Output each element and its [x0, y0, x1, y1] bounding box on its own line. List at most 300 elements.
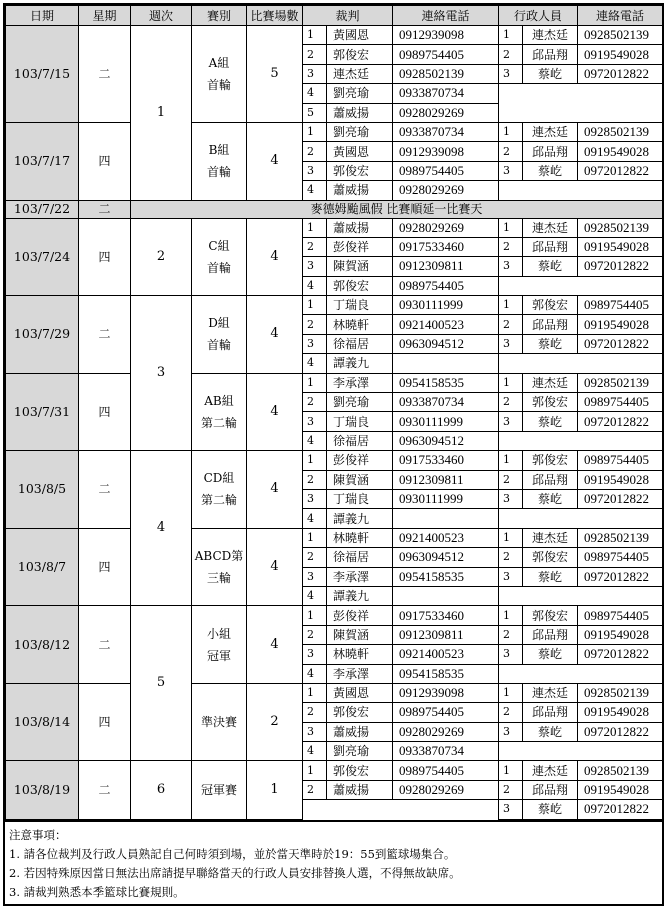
referee-phone: 0921400523 — [393, 315, 499, 334]
admin-phone: 0972012822 — [578, 257, 663, 276]
weekday-cell: 二 — [79, 451, 131, 529]
schedule-row — [6, 528, 663, 547]
admin-name: 邱品翔 — [523, 237, 578, 256]
admin-phone: 0919549028 — [578, 470, 663, 489]
week-number-cell: 3 — [131, 296, 192, 451]
referee-number: 4 — [303, 742, 327, 761]
referee-number: 4 — [303, 276, 327, 295]
referee-phone: 0989754405 — [393, 703, 499, 722]
weekday-cell: 四 — [79, 683, 131, 761]
referee-name: 連杰廷 — [327, 64, 393, 83]
referee-name: 劉亮瑜 — [327, 742, 393, 761]
referee-phone: 0989754405 — [393, 276, 499, 295]
referee-name: 林曉軒 — [327, 315, 393, 334]
group-cell — [192, 218, 247, 296]
admin-number: 2 — [499, 703, 523, 722]
week-number-cell: 6 — [131, 761, 192, 819]
admin-phone: 0989754405 — [578, 548, 663, 567]
date-cell: 103/7/17 — [6, 122, 79, 200]
admin-phone: 0972012822 — [578, 722, 663, 741]
referee-number: 2 — [303, 470, 327, 489]
referee-phone — [393, 509, 499, 528]
group-label-line: 三輪 — [206, 571, 231, 586]
admin-number: 3 — [499, 645, 523, 664]
admin-name: 郭俊宏 — [523, 296, 578, 315]
match-count-cell: 2 — [247, 683, 303, 761]
admin-number: 1 — [499, 761, 523, 780]
match-count-cell: 4 — [247, 373, 303, 451]
admin-number: 2 — [499, 315, 523, 334]
referee-phone: 0954158535 — [393, 373, 499, 392]
schedule-body — [6, 26, 663, 820]
header-row — [6, 6, 663, 26]
referee-name: 蕭威揚 — [327, 722, 393, 741]
referee-number: 2 — [303, 703, 327, 722]
referee-phone: 0917533460 — [393, 606, 499, 625]
referee-number: 2 — [303, 142, 327, 161]
referee-number: 1 — [303, 761, 327, 780]
referee-phone: 0912939098 — [393, 683, 499, 702]
admin-phone: 0928502139 — [578, 26, 663, 45]
empty-admin-cell — [499, 431, 663, 450]
referee-number: 3 — [303, 645, 327, 664]
match-count-cell: 4 — [247, 528, 303, 606]
header-group: 賽別 — [192, 6, 247, 26]
schedule-row — [6, 218, 663, 237]
header-week: 週次 — [131, 6, 192, 26]
referee-name: 黃國恩 — [327, 142, 393, 161]
holiday-notice: 麥德姆颱風假 比賽順延一比賽天 — [131, 200, 663, 218]
referee-phone: 0912309811 — [393, 625, 499, 644]
referee-phone: 0928029269 — [393, 722, 499, 741]
group-label-line: 首輪 — [206, 260, 231, 275]
notes-item: 3. 請裁判熟悉本季籃球比賽規則。 — [9, 884, 185, 899]
admin-name: 蔡屹 — [523, 412, 578, 431]
referee-name: 李承澤 — [327, 664, 393, 683]
referee-number: 3 — [303, 64, 327, 83]
referee-phone: 0917533460 — [393, 451, 499, 470]
referee-number: 1 — [303, 218, 327, 237]
referee-phone: 0928029269 — [393, 181, 499, 200]
empty-admin-cell — [499, 354, 663, 373]
admin-name: 蔡屹 — [523, 257, 578, 276]
admin-name: 邱品翔 — [523, 780, 578, 799]
admin-phone: 0972012822 — [578, 489, 663, 508]
referee-number: 4 — [303, 84, 327, 103]
referee-name: 蕭威揚 — [327, 218, 393, 237]
group-cell — [192, 451, 247, 529]
referee-name: 郭俊宏 — [327, 761, 393, 780]
match-count-cell: 4 — [247, 218, 303, 296]
admin-phone: 0928502139 — [578, 122, 663, 141]
referee-number: 3 — [303, 412, 327, 431]
admin-number: 1 — [499, 296, 523, 315]
admin-phone: 0919549028 — [578, 45, 663, 64]
group-cell — [192, 296, 247, 374]
admin-name: 郭俊宏 — [523, 393, 578, 412]
admin-name: 連杰廷 — [523, 373, 578, 392]
admin-name: 郭俊宏 — [523, 548, 578, 567]
admin-name: 蔡屹 — [523, 161, 578, 180]
group-label-line: C組 — [208, 238, 230, 253]
referee-name: 彭俊祥 — [327, 451, 393, 470]
holiday-row — [6, 200, 663, 218]
referee-name: 譚義九 — [327, 509, 393, 528]
date-cell: 103/8/5 — [6, 451, 79, 529]
referee-phone: 0928029269 — [393, 103, 499, 122]
referee-phone: 0912939098 — [393, 142, 499, 161]
referee-number: 3 — [303, 161, 327, 180]
admin-phone: 0972012822 — [578, 645, 663, 664]
group-cell — [192, 606, 247, 684]
match-count-cell: 4 — [247, 606, 303, 684]
header-weekday: 星期 — [79, 6, 131, 26]
admin-number: 2 — [499, 780, 523, 799]
referee-name: 陳賀涵 — [327, 625, 393, 644]
referee-name: 郭俊宏 — [327, 276, 393, 295]
group-label-line: D組 — [208, 316, 230, 331]
admin-phone: 0972012822 — [578, 64, 663, 83]
group-label-line: 首輪 — [206, 165, 231, 180]
group-label-line: 第二輪 — [200, 415, 237, 430]
group-label-line: 第二輪 — [200, 493, 237, 508]
group-label-line: CD組 — [203, 471, 235, 486]
week-number-cell: 4 — [131, 451, 192, 606]
weekday-cell: 四 — [79, 218, 131, 296]
referee-number: 2 — [303, 780, 327, 799]
referee-name: 丁瑞良 — [327, 412, 393, 431]
admin-number: 1 — [499, 218, 523, 237]
date-cell: 103/8/14 — [6, 683, 79, 761]
referee-phone: 0933870734 — [393, 122, 499, 141]
weekday-cell: 四 — [79, 122, 131, 200]
admin-name: 邱品翔 — [523, 315, 578, 334]
schedule-row — [6, 683, 663, 702]
admin-phone: 0972012822 — [578, 161, 663, 180]
referee-name: 郭俊宏 — [327, 703, 393, 722]
referee-name: 蕭威揚 — [327, 103, 393, 122]
week-number-cell: 5 — [131, 606, 192, 761]
referee-phone: 0930111999 — [393, 489, 499, 508]
referee-phone — [393, 586, 499, 605]
referee-number: 5 — [303, 103, 327, 122]
header-admin: 行政人員 — [499, 6, 578, 26]
weekday-cell: 二 — [79, 26, 131, 123]
admin-phone: 0928502139 — [578, 373, 663, 392]
admin-number: 3 — [499, 64, 523, 83]
referee-number: 2 — [303, 315, 327, 334]
date-cell: 103/8/12 — [6, 606, 79, 684]
admin-phone: 0928502139 — [578, 683, 663, 702]
referee-name: 譚義九 — [327, 354, 393, 373]
empty-admin-cell — [499, 509, 663, 528]
admin-phone: 0972012822 — [578, 412, 663, 431]
week-number-cell: 1 — [131, 26, 192, 201]
referee-phone: 0954158535 — [393, 664, 499, 683]
notes-section — [5, 820, 662, 904]
schedule-document — [3, 3, 664, 906]
group-label-line: 首輪 — [206, 77, 231, 92]
empty-admin-cell — [499, 84, 663, 123]
referee-phone: 0912309811 — [393, 470, 499, 489]
referee-number: 1 — [303, 26, 327, 45]
group-label-line: A組 — [208, 55, 230, 70]
weekday-cell: 四 — [79, 373, 131, 451]
admin-number: 3 — [499, 334, 523, 353]
referee-phone: 0954158535 — [393, 567, 499, 586]
admin-number: 2 — [499, 45, 523, 64]
admin-phone: 0989754405 — [578, 451, 663, 470]
group-label-line: 首輪 — [206, 338, 231, 353]
admin-number: 3 — [499, 567, 523, 586]
referee-schedule-table — [5, 5, 663, 820]
group-label-line: ABCD第 — [194, 549, 244, 564]
referee-number: 3 — [303, 334, 327, 353]
admin-number: 1 — [499, 451, 523, 470]
group-label-line: AB組 — [204, 393, 234, 408]
match-count-cell: 5 — [247, 26, 303, 123]
referee-phone: 0963094512 — [393, 334, 499, 353]
admin-number: 3 — [499, 412, 523, 431]
group-label-line: 冠軍 — [206, 648, 231, 663]
admin-number: 2 — [499, 237, 523, 256]
referee-phone: 0933870734 — [393, 742, 499, 761]
admin-phone: 0919549028 — [578, 625, 663, 644]
referee-name: 黃國恩 — [327, 683, 393, 702]
empty-admin-cell — [499, 586, 663, 605]
referee-number: 4 — [303, 509, 327, 528]
admin-name: 連杰廷 — [523, 683, 578, 702]
admin-name: 邱品翔 — [523, 470, 578, 489]
group-cell — [192, 373, 247, 451]
referee-name: 彭俊祥 — [327, 606, 393, 625]
referee-name: 陳賀涵 — [327, 257, 393, 276]
admin-name: 連杰廷 — [523, 528, 578, 547]
schedule-row — [6, 26, 663, 45]
admin-name: 蔡屹 — [523, 64, 578, 83]
referee-number: 1 — [303, 373, 327, 392]
referee-number: 2 — [303, 393, 327, 412]
referee-phone: 0963094512 — [393, 548, 499, 567]
referee-number: 4 — [303, 586, 327, 605]
admin-number: 3 — [499, 489, 523, 508]
referee-phone: 0963094512 — [393, 431, 499, 450]
referee-phone: 0930111999 — [393, 412, 499, 431]
header-referee-phone: 連絡電話 — [393, 6, 499, 26]
admin-number: 2 — [499, 548, 523, 567]
referee-name: 林曉軒 — [327, 645, 393, 664]
match-count-cell: 1 — [247, 761, 303, 819]
referee-name: 李承澤 — [327, 373, 393, 392]
admin-name: 連杰廷 — [523, 761, 578, 780]
group-label-line: 準決賽 — [200, 715, 237, 730]
date-cell: 103/7/22 — [6, 200, 79, 218]
referee-phone: 0933870734 — [393, 393, 499, 412]
group-label-line: B組 — [208, 143, 230, 158]
admin-number: 2 — [499, 142, 523, 161]
date-cell: 103/7/31 — [6, 373, 79, 451]
admin-name: 郭俊宏 — [523, 451, 578, 470]
admin-name: 蔡屹 — [523, 722, 578, 741]
admin-number: 1 — [499, 528, 523, 547]
referee-name: 劉亮瑜 — [327, 122, 393, 141]
admin-phone: 0989754405 — [578, 606, 663, 625]
match-count-cell: 4 — [247, 451, 303, 529]
weekday-cell: 二 — [79, 761, 131, 819]
referee-number: 1 — [303, 606, 327, 625]
header-count: 比賽場數 — [247, 6, 303, 26]
referee-name: 丁瑞良 — [327, 296, 393, 315]
admin-name: 連杰廷 — [523, 26, 578, 45]
admin-name: 邱品翔 — [523, 625, 578, 644]
date-cell: 103/7/24 — [6, 218, 79, 296]
admin-name: 蔡屹 — [523, 645, 578, 664]
admin-name: 蔡屹 — [523, 800, 578, 819]
admin-name: 蔡屹 — [523, 567, 578, 586]
referee-number: 2 — [303, 45, 327, 64]
admin-phone: 0928502139 — [578, 218, 663, 237]
admin-name: 連杰廷 — [523, 122, 578, 141]
group-cell — [192, 26, 247, 123]
admin-phone: 0919549028 — [578, 142, 663, 161]
referee-name: 蕭威揚 — [327, 181, 393, 200]
referee-number: 2 — [303, 625, 327, 644]
admin-number: 3 — [499, 161, 523, 180]
admin-phone: 0919549028 — [578, 703, 663, 722]
referee-name: 黃國恩 — [327, 26, 393, 45]
admin-phone: 0928502139 — [578, 528, 663, 547]
admin-phone: 0919549028 — [578, 237, 663, 256]
admin-phone: 0972012822 — [578, 800, 663, 819]
referee-name: 譚義九 — [327, 586, 393, 605]
referee-name: 李承澤 — [327, 567, 393, 586]
referee-name: 林曉軒 — [327, 528, 393, 547]
referee-phone: 0989754405 — [393, 161, 499, 180]
schedule-row — [6, 296, 663, 315]
referee-name: 劉亮瑜 — [327, 84, 393, 103]
weekday-cell: 二 — [79, 606, 131, 684]
schedule-row — [6, 122, 663, 141]
referee-number: 4 — [303, 181, 327, 200]
admin-number: 3 — [499, 722, 523, 741]
referee-name: 蕭威揚 — [327, 780, 393, 799]
referee-name: 郭俊宏 — [327, 45, 393, 64]
notes-title: 注意事項： — [9, 827, 67, 842]
admin-name: 邱品翔 — [523, 703, 578, 722]
referee-phone: 0928502139 — [393, 64, 499, 83]
referee-name: 陳賀涵 — [327, 470, 393, 489]
referee-phone: 0921400523 — [393, 645, 499, 664]
schedule-row — [6, 606, 663, 625]
referee-number: 3 — [303, 489, 327, 508]
admin-number: 3 — [499, 257, 523, 276]
admin-name: 郭俊宏 — [523, 606, 578, 625]
admin-phone: 0972012822 — [578, 334, 663, 353]
notes-item: 2. 若因特殊原因當日無法出席請提早聯絡當天的行政人員安排替換人選，不得無故缺席。 — [9, 865, 461, 880]
admin-phone: 0989754405 — [578, 393, 663, 412]
referee-number: 3 — [303, 722, 327, 741]
referee-number: 3 — [303, 257, 327, 276]
referee-phone: 0989754405 — [393, 45, 499, 64]
referee-phone: 0921400523 — [393, 528, 499, 547]
admin-phone: 0919549028 — [578, 315, 663, 334]
referee-phone: 0989754405 — [393, 761, 499, 780]
weekday-cell: 四 — [79, 528, 131, 606]
referee-name: 丁瑞良 — [327, 489, 393, 508]
group-label-line: 冠軍賽 — [200, 783, 237, 798]
referee-number: 4 — [303, 354, 327, 373]
admin-name: 邱品翔 — [523, 142, 578, 161]
group-cell — [192, 761, 247, 819]
admin-number: 1 — [499, 122, 523, 141]
weekday-cell: 二 — [79, 200, 131, 218]
header-date: 日期 — [6, 6, 79, 26]
admin-number: 2 — [499, 470, 523, 489]
group-cell — [192, 528, 247, 606]
empty-admin-cell — [499, 664, 663, 683]
schedule-row — [6, 373, 663, 392]
date-cell: 103/8/19 — [6, 761, 79, 819]
admin-name: 蔡屹 — [523, 334, 578, 353]
referee-number: 2 — [303, 237, 327, 256]
empty-admin-cell — [499, 742, 663, 761]
admin-phone: 0919549028 — [578, 780, 663, 799]
referee-number: 1 — [303, 528, 327, 547]
match-count-cell: 4 — [247, 122, 303, 200]
admin-phone: 0972012822 — [578, 567, 663, 586]
referee-number: 4 — [303, 431, 327, 450]
empty-admin-cell — [499, 181, 663, 200]
referee-name: 徐福居 — [327, 548, 393, 567]
admin-number: 2 — [499, 625, 523, 644]
weekday-cell: 二 — [79, 296, 131, 374]
referee-name: 劉亮瑜 — [327, 393, 393, 412]
admin-number: 2 — [499, 393, 523, 412]
admin-number: 1 — [499, 683, 523, 702]
admin-number: 1 — [499, 606, 523, 625]
referee-phone: 0928029269 — [393, 218, 499, 237]
admin-name: 蔡屹 — [523, 489, 578, 508]
admin-name: 邱品翔 — [523, 45, 578, 64]
group-label-line: 小組 — [206, 626, 231, 641]
referee-name: 彭俊祥 — [327, 237, 393, 256]
referee-number: 1 — [303, 451, 327, 470]
referee-phone: 0933870734 — [393, 84, 499, 103]
admin-phone: 0928502139 — [578, 761, 663, 780]
match-count-cell: 4 — [247, 296, 303, 374]
date-cell: 103/7/29 — [6, 296, 79, 374]
admin-number: 3 — [499, 800, 523, 819]
schedule-row — [6, 761, 663, 780]
admin-number: 1 — [499, 26, 523, 45]
referee-phone: 0928029269 — [393, 780, 499, 799]
date-cell: 103/7/15 — [6, 26, 79, 123]
referee-name: 郭俊宏 — [327, 161, 393, 180]
referee-number: 2 — [303, 548, 327, 567]
date-cell: 103/8/7 — [6, 528, 79, 606]
referee-number: 1 — [303, 683, 327, 702]
admin-phone: 0989754405 — [578, 296, 663, 315]
referee-phone: 0912309811 — [393, 257, 499, 276]
referee-name: 徐福居 — [327, 431, 393, 450]
referee-number: 1 — [303, 122, 327, 141]
referee-phone: 0917533460 — [393, 237, 499, 256]
admin-number: 1 — [499, 373, 523, 392]
empty-admin-cell — [499, 276, 663, 295]
empty-referee-cell — [303, 800, 499, 819]
referee-number: 3 — [303, 567, 327, 586]
header-referee: 裁判 — [303, 6, 393, 26]
